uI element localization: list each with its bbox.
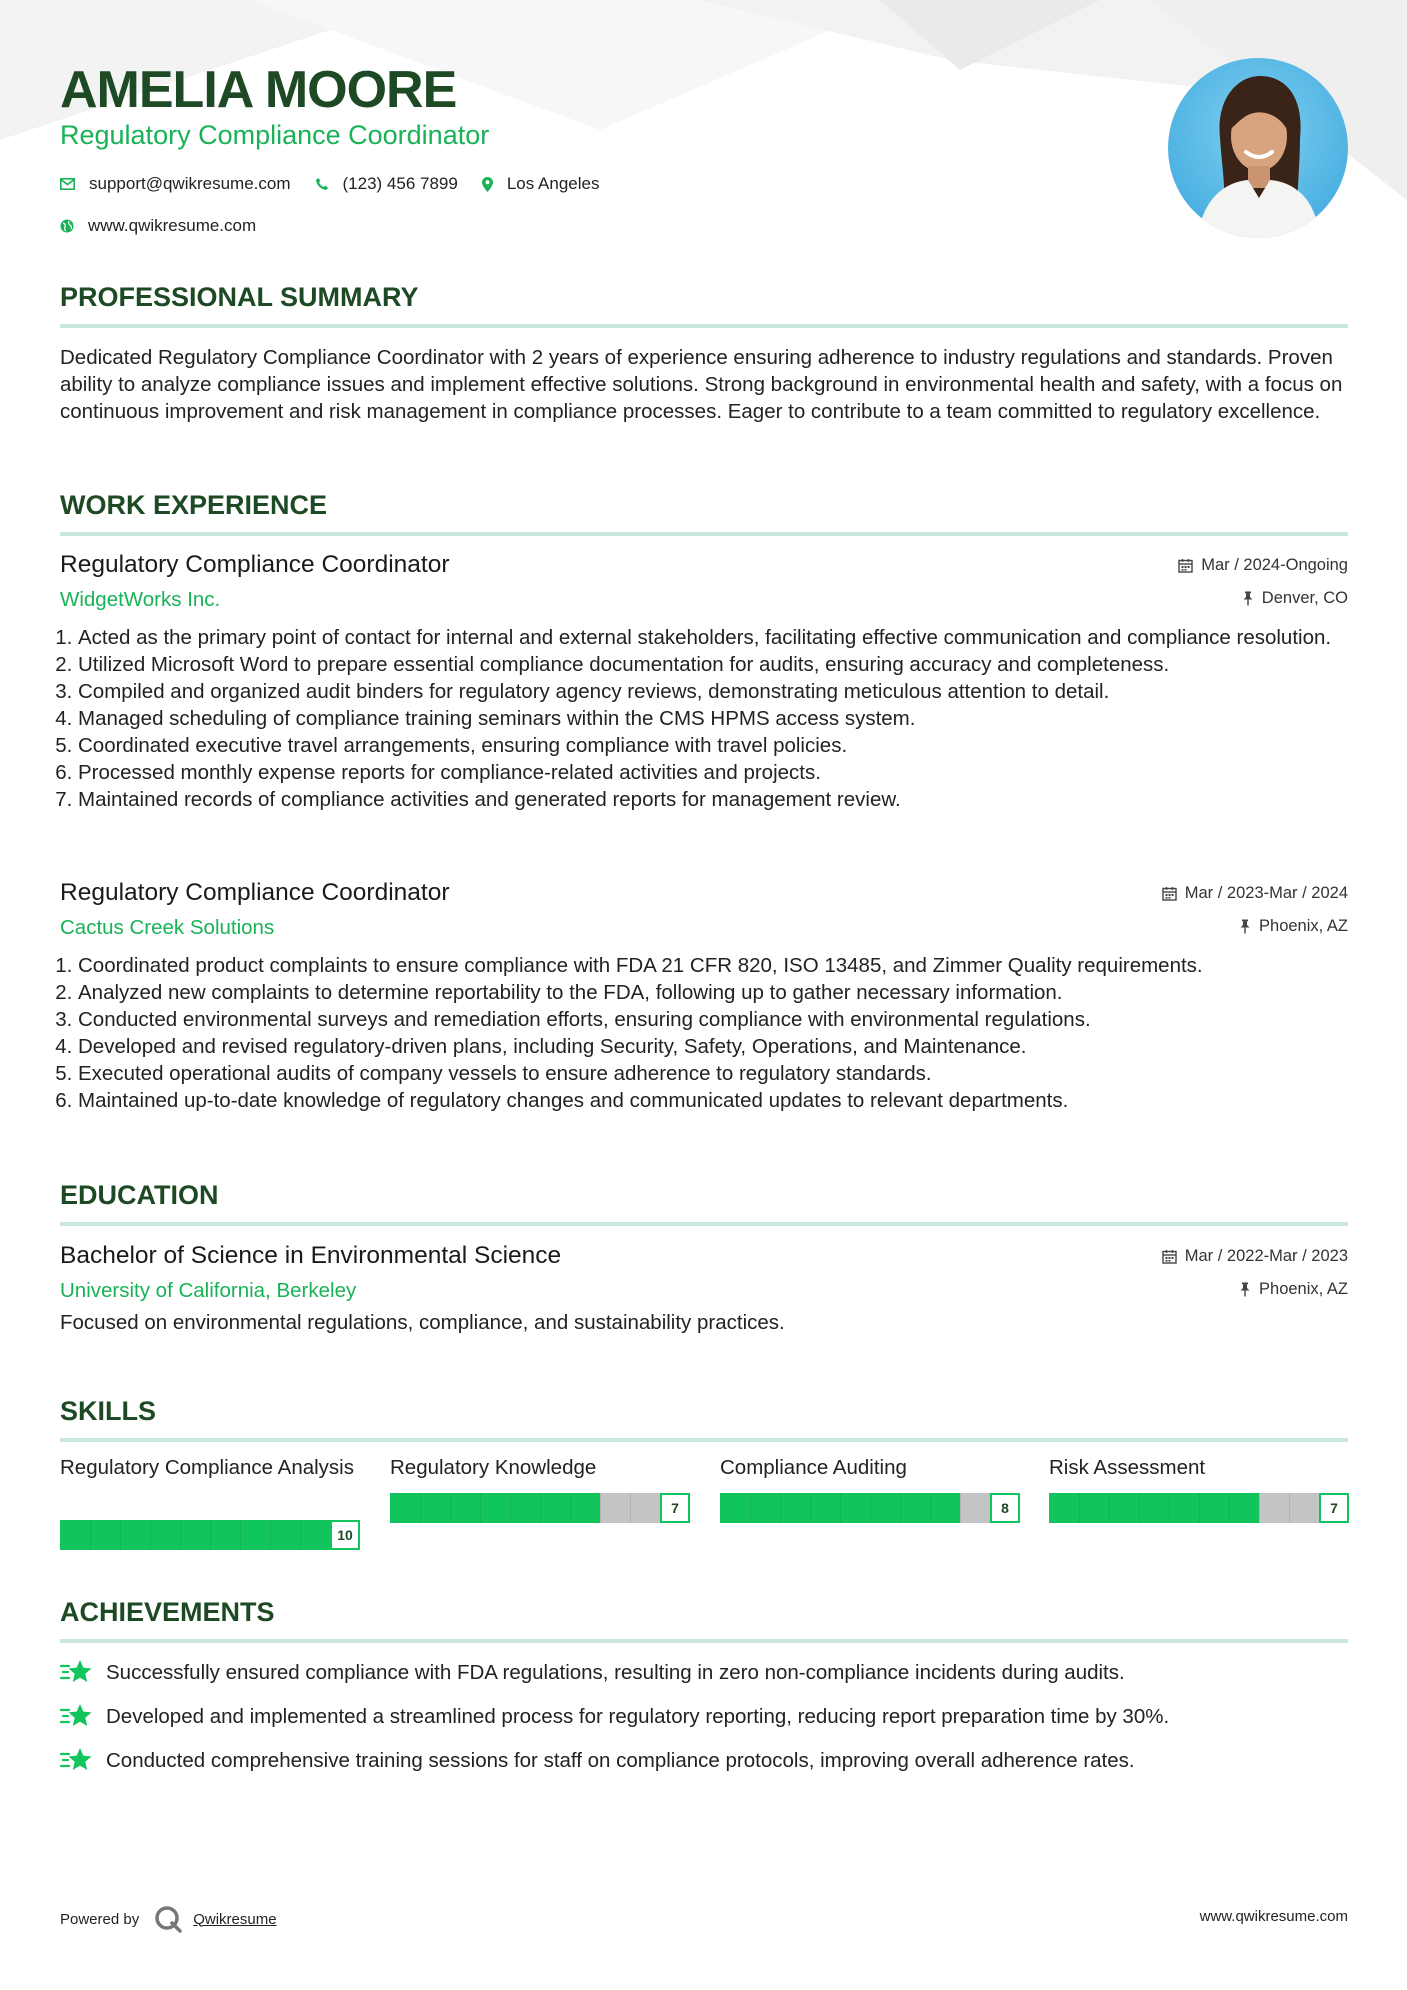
job-dates-text: Mar / 2023-Mar / 2024 bbox=[1184, 884, 1348, 902]
skill-segment-divider bbox=[810, 1493, 811, 1523]
skill-segment-divider bbox=[300, 1520, 301, 1550]
achievements-heading: ACHIEVEMENTS bbox=[60, 1597, 275, 1627]
achievements-list bbox=[60, 1650, 1348, 1782]
skill-name: Compliance Auditing bbox=[720, 1456, 907, 1479]
skill-segment-divider bbox=[960, 1493, 961, 1523]
skill-name: Regulatory Knowledge bbox=[390, 1456, 597, 1479]
achievement-text: Successfully ensured compliance with FDA regulations, resulting in zero non-compliance incidents during audits. bbox=[106, 1660, 1125, 1684]
skill-segment-divider bbox=[210, 1520, 211, 1550]
email-text: support@qwikresume.com bbox=[89, 174, 291, 193]
location-text: Los Angeles bbox=[506, 174, 600, 193]
skill-segment-divider bbox=[480, 1493, 481, 1523]
summary-heading: PROFESSIONAL SUMMARY bbox=[60, 282, 419, 312]
phone-icon bbox=[315, 177, 329, 191]
calendar-icon bbox=[1162, 1249, 1177, 1264]
list-item: 5. Executed operational audits of company vessels to ensure adherence to regulatory standards. bbox=[78, 1060, 1348, 1087]
skill-segment-divider bbox=[1079, 1493, 1080, 1523]
skill-segment-divider bbox=[240, 1520, 241, 1550]
star-badge-icon bbox=[60, 1658, 92, 1686]
skill-level-bar bbox=[1049, 1493, 1349, 1523]
skill-segment-divider bbox=[840, 1493, 841, 1523]
envelope-icon bbox=[60, 178, 75, 190]
powered-by bbox=[60, 1904, 277, 1934]
globe-icon bbox=[60, 219, 74, 233]
website-text: www.qwikresume.com bbox=[88, 216, 257, 235]
skill-score: 8 bbox=[990, 1493, 1020, 1523]
experience-heading: WORK EXPERIENCE bbox=[60, 490, 328, 520]
job-entry bbox=[60, 878, 1348, 1114]
calendar-icon bbox=[1162, 886, 1177, 901]
skill-segment-divider bbox=[900, 1493, 901, 1523]
education-section bbox=[60, 1178, 1348, 1226]
powered-label: Powered by bbox=[60, 1910, 140, 1928]
education-location-text: Phoenix, AZ bbox=[1259, 1280, 1348, 1298]
skill-level-bar bbox=[60, 1520, 360, 1550]
section-divider bbox=[60, 1639, 1348, 1643]
degree: Bachelor of Science in Environmental Science bbox=[60, 1242, 562, 1269]
skill-segment-divider bbox=[1199, 1493, 1200, 1523]
job-entry bbox=[60, 550, 1348, 813]
website-row bbox=[60, 214, 280, 238]
job-dates-text: Mar / 2024-Ongoing bbox=[1201, 556, 1348, 574]
skill-segment-divider bbox=[630, 1493, 631, 1523]
footer bbox=[60, 1898, 1348, 1930]
skill-segment-divider bbox=[600, 1493, 601, 1523]
job-company: WidgetWorks Inc. bbox=[60, 588, 221, 611]
achievement-item bbox=[60, 1650, 1348, 1694]
skill-segment-divider bbox=[1289, 1493, 1290, 1523]
email-contact[interactable] bbox=[60, 174, 291, 194]
skills-heading: SKILLS bbox=[60, 1396, 157, 1426]
skill-segment-divider bbox=[930, 1493, 931, 1523]
list-item: 4. Managed scheduling of compliance training seminars within the CMS HPMS access system. bbox=[78, 705, 1348, 732]
education-dates-text: Mar / 2022-Mar / 2023 bbox=[1184, 1247, 1348, 1265]
skill-segment-divider bbox=[540, 1493, 541, 1523]
skill-name: Regulatory Compliance Analysis bbox=[60, 1456, 354, 1479]
skill-score: 7 bbox=[1319, 1493, 1349, 1523]
job-location-text: Phoenix, AZ bbox=[1259, 917, 1348, 935]
skill-score: 7 bbox=[660, 1493, 690, 1523]
skill-item bbox=[720, 1454, 1020, 1516]
list-item: 1. Coordinated product complaints to ensure compliance with FDA 21 CFR 820, ISO 13485, and Zimmer Quality requirements. bbox=[78, 952, 1348, 979]
skill-item bbox=[1049, 1454, 1349, 1516]
skill-segment-divider bbox=[90, 1520, 91, 1550]
list-item: 7. Maintained records of compliance activities and generated reports for management review. bbox=[78, 786, 1348, 813]
skill-score: 10 bbox=[330, 1520, 360, 1550]
summary-text: Dedicated Regulatory Compliance Coordinator with 2 years of experience ensuring adherence to industry regulations and standards. Proven ability to analyze compliance issues and implement effective solutions. Strong background in environmental health and safety, with a focus on continuous improvement and risk management in compliance processes. Eager to contribute to a team committed to regulatory excellence. bbox=[60, 346, 1343, 423]
phone-contact[interactable] bbox=[315, 174, 458, 194]
achievements-section bbox=[60, 1595, 1348, 1643]
education-location bbox=[1239, 1280, 1348, 1299]
skill-segment-divider bbox=[180, 1520, 181, 1550]
job-bullets bbox=[60, 952, 1348, 1114]
school: University of California, Berkeley bbox=[60, 1279, 357, 1302]
skill-name: Risk Assessment bbox=[1049, 1456, 1206, 1479]
skill-segment-divider bbox=[1109, 1493, 1110, 1523]
skill-level-fill bbox=[390, 1493, 600, 1523]
skill-segment-divider bbox=[870, 1493, 871, 1523]
list-item: 4. Developed and revised regulatory-driven plans, including Security, Safety, Operations, and Maintenance. bbox=[78, 1033, 1348, 1060]
qwikresume-logo-icon bbox=[153, 1904, 183, 1934]
skill-segment-divider bbox=[120, 1520, 121, 1550]
skill-segment-divider bbox=[1169, 1493, 1170, 1523]
job-location bbox=[1242, 589, 1348, 608]
website-contact[interactable] bbox=[60, 216, 256, 236]
achievement-text: Conducted comprehensive training sessions for staff on compliance protocols, improving overall adherence rates. bbox=[106, 1748, 1135, 1772]
education-heading: EDUCATION bbox=[60, 1180, 219, 1210]
achievement-item bbox=[60, 1694, 1348, 1738]
job-dates bbox=[1162, 884, 1348, 903]
candidate-title: Regulatory Compliance Coordinator bbox=[60, 120, 490, 150]
list-item: 6. Processed monthly expense reports for compliance-related activities and projects. bbox=[78, 759, 1348, 786]
list-item: 6. Maintained up-to-date knowledge of regulatory changes and communicated updates to relevant departments. bbox=[78, 1087, 1348, 1114]
list-item: 1. Acted as the primary point of contact for internal and external stakeholders, facilitating effective communication and compliance resolution. bbox=[78, 624, 1348, 651]
pushpin-icon bbox=[1239, 1282, 1251, 1297]
job-bullets bbox=[60, 624, 1348, 813]
list-item: 5. Coordinated executive travel arrangements, ensuring compliance with travel policies. bbox=[78, 732, 1348, 759]
education-dates bbox=[1162, 1247, 1348, 1266]
section-divider bbox=[60, 1222, 1348, 1226]
skill-segment-divider bbox=[420, 1493, 421, 1523]
skill-level-fill bbox=[1049, 1493, 1259, 1523]
contact-row bbox=[60, 172, 623, 196]
achievement-item bbox=[60, 1738, 1348, 1782]
achievement-text: Developed and implemented a streamlined process for regulatory reporting, reducing report preparation time by 30%. bbox=[106, 1704, 1170, 1728]
skills-section bbox=[60, 1394, 1348, 1442]
profile-photo bbox=[1168, 58, 1348, 238]
skill-segment-divider bbox=[450, 1493, 451, 1523]
candidate-name: AMELIA MOORE bbox=[60, 61, 457, 119]
list-item: 3. Conducted environmental surveys and remediation efforts, ensuring compliance with environmental regulations. bbox=[78, 1006, 1348, 1033]
job-location bbox=[1239, 917, 1348, 936]
education-entry bbox=[60, 1241, 1348, 1336]
star-badge-icon bbox=[60, 1702, 92, 1730]
job-company: Cactus Creek Solutions bbox=[60, 916, 275, 939]
skill-segment-divider bbox=[150, 1520, 151, 1550]
skill-segment-divider bbox=[270, 1520, 271, 1550]
section-divider bbox=[60, 532, 1348, 536]
education-description: Focused on environmental regulations, compliance, and sustainability practices. bbox=[60, 1311, 785, 1334]
map-pin-icon bbox=[482, 177, 493, 192]
skill-level-bar bbox=[390, 1493, 690, 1523]
section-divider bbox=[60, 1438, 1348, 1442]
experience-section bbox=[60, 488, 1348, 536]
pushpin-icon bbox=[1242, 591, 1254, 606]
brand-link[interactable]: Qwikresume bbox=[193, 1910, 277, 1928]
skills-grid bbox=[60, 1454, 1348, 1564]
list-item: 2. Utilized Microsoft Word to prepare essential compliance documentation for audits, ensuring accuracy and completeness. bbox=[78, 651, 1348, 678]
pushpin-icon bbox=[1239, 919, 1251, 934]
calendar-icon bbox=[1178, 558, 1193, 573]
skill-segment-divider bbox=[1259, 1493, 1260, 1523]
skill-segment-divider bbox=[750, 1493, 751, 1523]
job-location-text: Denver, CO bbox=[1261, 589, 1348, 607]
job-role: Regulatory Compliance Coordinator bbox=[60, 879, 450, 906]
skill-item bbox=[60, 1454, 360, 1543]
job-role: Regulatory Compliance Coordinator bbox=[60, 551, 450, 578]
skill-segment-divider bbox=[1139, 1493, 1140, 1523]
location-contact bbox=[482, 174, 600, 194]
star-badge-icon bbox=[60, 1746, 92, 1774]
phone-text: (123) 456 7899 bbox=[342, 174, 458, 193]
footer-website[interactable]: www.qwikresume.com bbox=[1199, 1908, 1348, 1925]
skill-segment-divider bbox=[780, 1493, 781, 1523]
skill-level-bar bbox=[720, 1493, 1020, 1523]
job-dates bbox=[1178, 556, 1348, 575]
section-divider bbox=[60, 324, 1348, 328]
skill-segment-divider bbox=[570, 1493, 571, 1523]
skill-item bbox=[390, 1454, 690, 1516]
list-item: 2. Analyzed new complaints to determine reportability to the FDA, following up to gather necessary information. bbox=[78, 979, 1348, 1006]
skill-segment-divider bbox=[1229, 1493, 1230, 1523]
list-item: 3. Compiled and organized audit binders for regulatory agency reviews, demonstrating meticulous attention to detail. bbox=[78, 678, 1348, 705]
skill-segment-divider bbox=[510, 1493, 511, 1523]
summary-section bbox=[60, 280, 1348, 328]
